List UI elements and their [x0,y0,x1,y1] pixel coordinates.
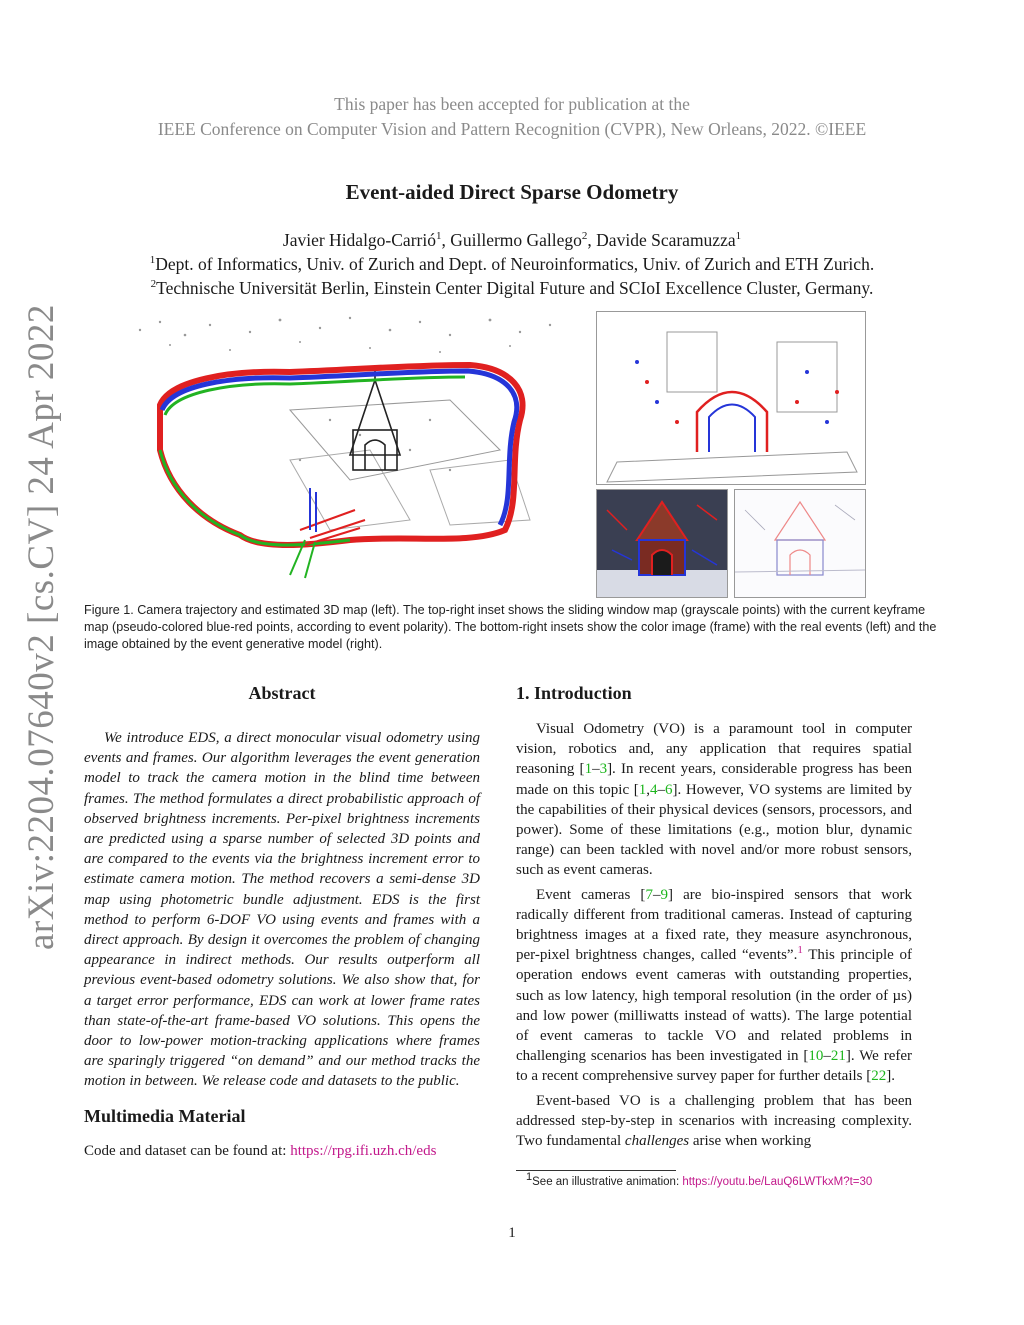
citation-link[interactable]: 21 [830,1048,846,1065]
intro-paragraph-1 [516,719,912,881]
text-run: ]. We refer to a recent comprehensive survey paper for further details [ [516,1048,912,1085]
affiliation-text: Technische Universität Berlin, Einstein Center Digital Future and SCIoI Excellence Cluster, Germany. [156,278,874,298]
text-run: – [652,886,661,903]
footnote-marker: 1 [526,1171,533,1184]
multimedia-label: Code and dataset can be found at: [84,1142,291,1159]
citation-link[interactable]: 3 [599,761,608,778]
trajectory-blue-axis [162,371,517,525]
intro-paragraph-2 [516,885,912,1087]
emphasis-text: challenges [624,1133,690,1150]
text-run: ]. In recent years, considerable progress has been made on this topic [ [516,761,912,798]
code-dataset-link[interactable]: https://rpg.ifi.uzh.ch/eds [290,1142,437,1159]
citation-link[interactable]: 10 [808,1048,824,1065]
text-run: Event cameras [ [536,886,646,903]
multimedia-heading: Multimedia Material [84,1105,246,1126]
text-run: – [657,781,665,798]
footnote-text: See an illustrative animation: [532,1176,683,1188]
affiliation-marker: 2 [581,230,588,243]
citation-link[interactable]: 22 [871,1068,887,1085]
figure-1-caption: Figure 1. Camera trajectory and estimated 3D map (left). The top-right inset shows the sliding window map (grayscale points) with the current keyframe map (pseudo-colored blue-red points, according to event polarity). The bottom-right insets show the color image (frame) with the real events (left) and the image obtained by the event generative model (right). [84,603,937,651]
author-name: , Davide Scaramuzza [587,230,736,250]
text-run: arise when working [689,1133,812,1150]
map-point-cloud [139,317,551,471]
text-run: Event-based VO is a challenging problem that has been addressed step-by-step in scenarios with increasing complexity. Two fundamental [516,1092,912,1150]
trajectory-red-axis [160,365,523,545]
footnote-link[interactable]: 1 [797,944,803,957]
sliding-window-map-inset [596,311,866,485]
text-run: ] are bio-inspired sensors that work radically different from traditional cameras. Instead of capturing brightness images at a fixed rate, they measure asynchronous, per-pixel brightness changes, called “events”. [516,886,912,964]
page-number: 1 [508,1225,516,1241]
citation-link[interactable]: 4 [650,781,658,798]
publication-notice-line1: This paper has been accepted for publication at the [334,94,690,114]
text-run: This principle of operation endows event cameras with outstanding properties, such as low latency, high temporal resolution (in the order of µs) and low power (milliwatts instead of watts). The large potential of event cameras to tackle VO and related problems in challenging scenarios has been investigated in [ [516,947,912,1065]
abstract-text: We introduce EDS, a direct monocular visual odometry using events and frames. Our algorithm leverages the event generation model to track the camera motion in the blind time between frames. The method formulates a direct probabilistic approach of observed brightness increments. Per-pixel brightness increments are predicted using a sparse number of selected 3D points and are compared to the events via the brightness increment error to estimate camera motion. The method recovers a semi-dense 3D map using photometric bundle adjustment. EDS is the first method to perform 6-DOF VO using events and frames with a direct approach. By design it overcomes the problem of changing appearance in indirect methods. Our results outperform all previous event-based odometry solutions. We also show that, for a target error performance, EDS can work at lower frame rates than state-of-the-art frame-based VO solutions. This opens the door to low-power motion-tracking applications where frames are sparingly triggered “on demand” and our method tracks the motion in between. We release code and datasets to the public. [84,730,480,1090]
text-run: ]. [886,1068,896,1085]
affiliation-marker: 1 [149,254,156,267]
affiliation-marker: 1 [735,230,742,243]
publication-notice-line2: IEEE Conference on Computer Vision and Pattern Recognition (CVPR), New Orleans, 2022. ©IEEE [157,119,867,139]
affiliation-1 [0,253,1024,275]
paper-title: Event-aided Direct Sparse Odometry [345,180,679,204]
citation-link[interactable]: 6 [665,781,673,798]
affiliation-text: Dept. of Informatics, Univ. of Zurich and Dept. of Neuroinformatics, Univ. of Zurich and ETH Zurich. [155,254,875,274]
footnote [526,1171,873,1188]
affiliation-2 [0,277,1024,299]
abstract-heading: Abstract [248,683,316,703]
right-column [516,683,912,1151]
arxiv-stamp: arXiv:2204.07640v2 [cs.CV] 24 Apr 2022 [21,304,62,950]
author-list [0,229,1024,251]
citation-link[interactable]: 1 [584,761,593,778]
affiliation-marker: 2 [150,278,157,291]
text-run: , [646,781,650,798]
footnote-rule [516,1170,676,1171]
text-run: – [823,1048,831,1065]
multimedia-text [84,1141,480,1161]
citation-link[interactable]: 7 [645,886,653,903]
left-column [84,683,480,1161]
trajectory-3d-map-figure [110,310,580,590]
citation-link[interactable]: 1 [638,781,647,798]
text-run: ]. However, VO systems are limited by the capabilities of their physical devices (sensors, processors, and power). Some of these limitations (e.g., motion blur, dynamic range) can been tackled with novel and/or more robust sensors, such as event cameras. [516,781,912,879]
affiliation-marker: 1 [435,230,442,243]
author-name: Javier Hidalgo-Carrió [282,230,436,250]
camera-frustum [290,450,410,530]
author-name: , Guillermo Gallego [441,230,582,250]
introduction-heading: 1. Introduction [516,683,632,703]
animation-link[interactable]: https://youtu.be/LauQ6LWTkxM?t=30 [682,1176,873,1188]
color-frame-with-events-inset [596,489,728,598]
generated-events-inset [734,489,866,598]
citation-link[interactable]: 9 [660,886,668,903]
intro-paragraph-3 [516,1091,912,1152]
text-run: – [592,761,600,778]
text-run: Visual Odometry (VO) is a paramount tool in computer vision, robotics and, any application that requires spatial reasoning [ [516,721,912,778]
